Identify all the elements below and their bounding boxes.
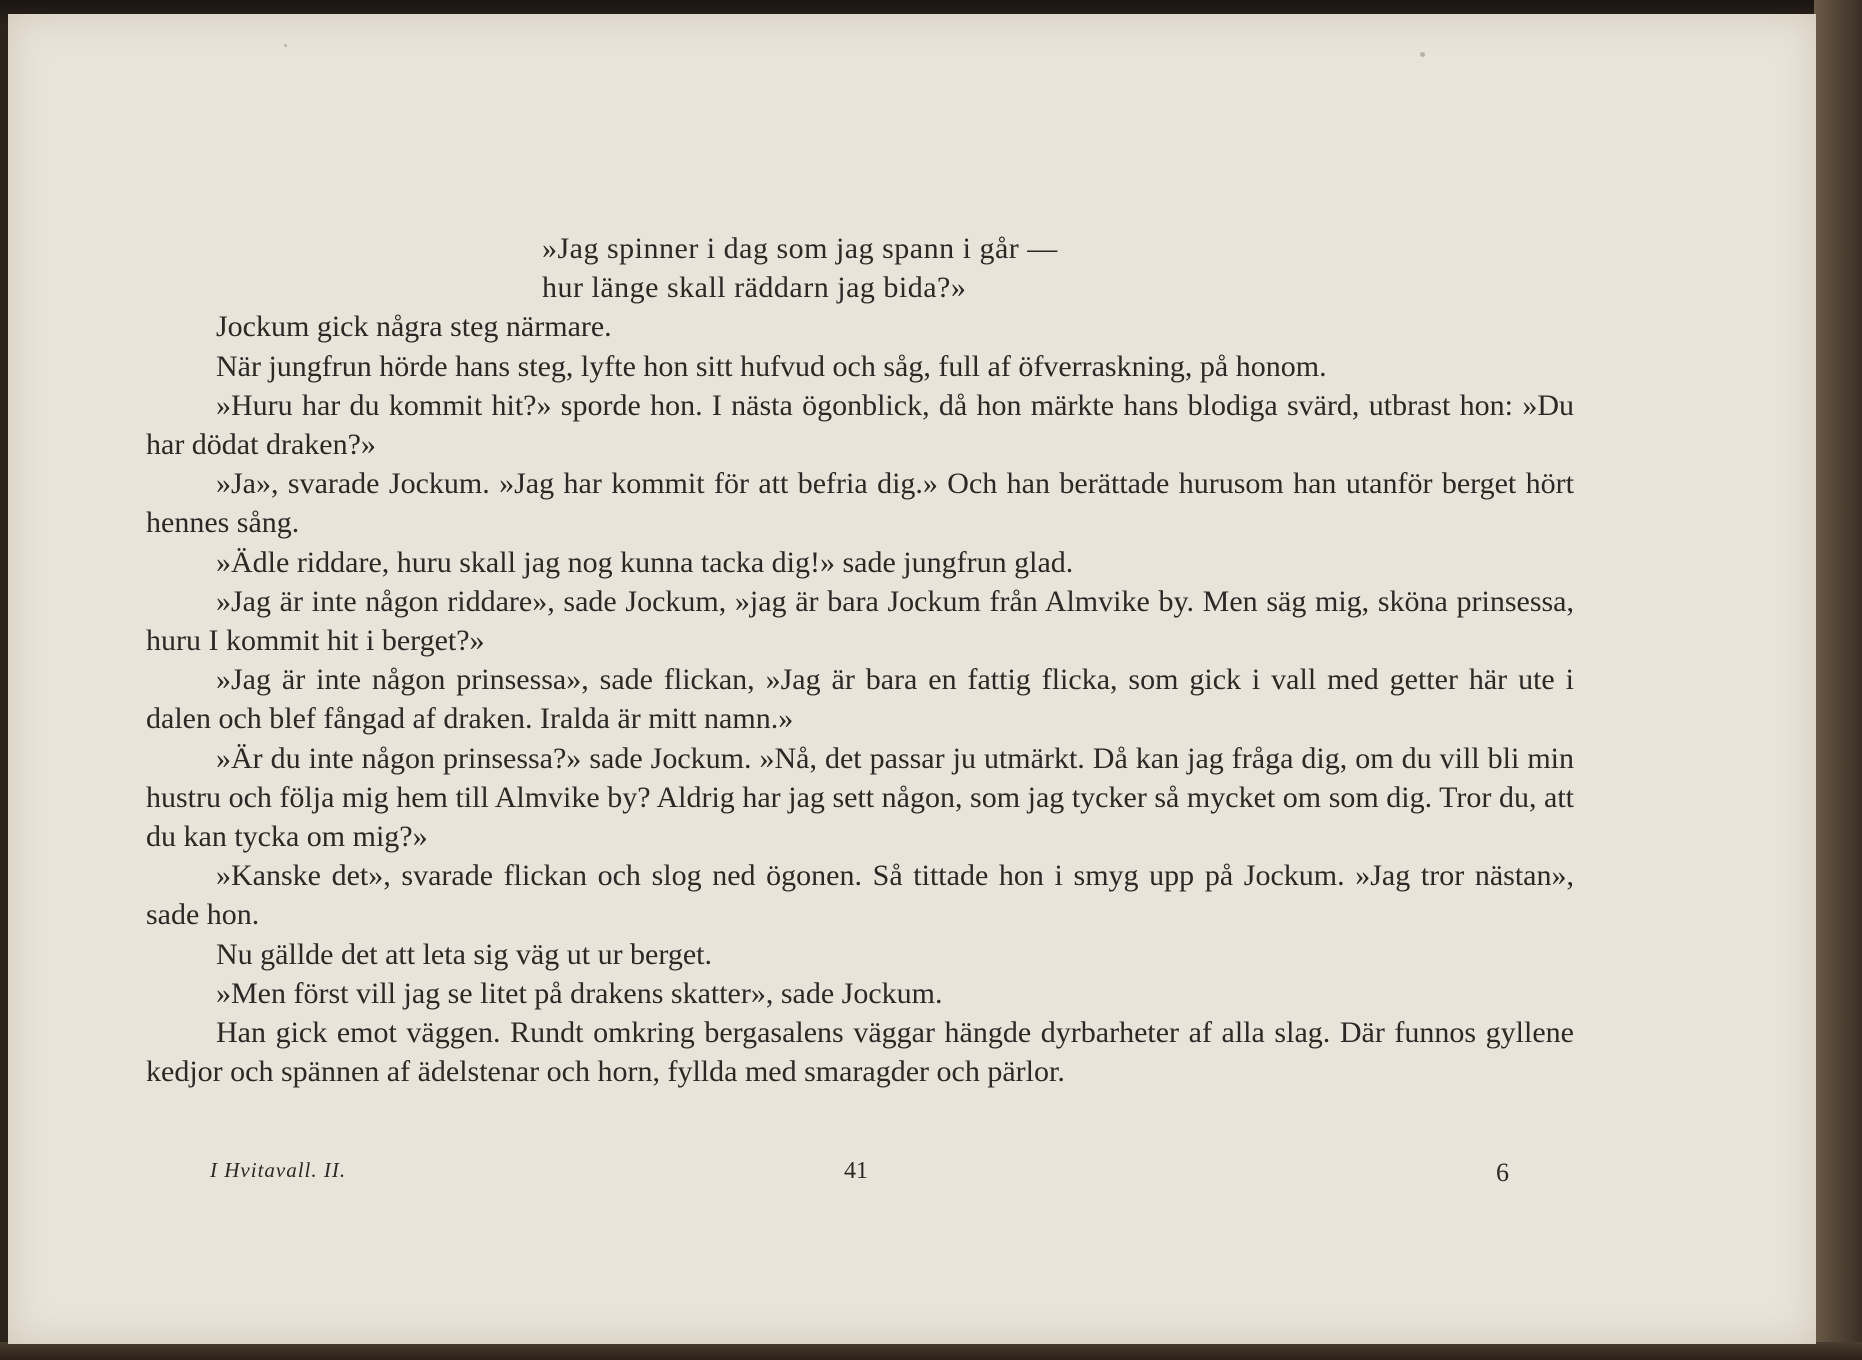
paragraph: »Ädle riddare, huru skall jag nog kunna tacka dig!» sade jungfrun glad. (216, 545, 1074, 579)
verse (542, 229, 1574, 307)
footer-signature: I Hvitavall. II. (210, 1158, 347, 1182)
verse-line: »Jag spinner i dag som jag spann i går — (542, 232, 1058, 265)
paragraph: »Men först vill jag se litet på drakens skatter», sade Jockum. (216, 976, 943, 1010)
paragraph: »Ja», svarade Jockum. »Jag har kommit för att befria dig.» Och han berättade hurusom han utanför berget hört hennes sång. (146, 467, 1574, 540)
paragraph: »Huru har du kommit hit?» sporde hon. I nästa ögonblick, då hon märkte hans blodiga svärd, utbrast hon: »Du har dödat draken?» (146, 388, 1574, 462)
page-edge-bottom (0, 1342, 1862, 1360)
verse-line: hur länge skall räddarn jag bida?» (542, 271, 967, 305)
paragraph: Han gick emot väggen. Rundt omkring bergasalens väggar hängde dyrbarheter af alla slag. Där funnos gyllene kedjor och spännen af ädelstenar och horn, fyllda med smaragder och pärlor. (146, 1016, 1574, 1089)
paper-speck (284, 44, 287, 47)
page-text (146, 229, 1574, 1091)
paragraph: »Kanske det», svarade flickan och slog ned ögonen. Så tittade hon i smyg upp på Jockum. »Jag tror nästan», sade hon. (146, 859, 1574, 932)
paragraph: »Jag är inte någon prinsessa», sade flickan, »Jag är bara en fattig flicka, som gick i vall med getter här ute i dalen och blef fångad af draken. Iralda är mitt namn.» (146, 663, 1574, 736)
page-number: 41 (844, 1158, 868, 1184)
paragraph: »Är du inte någon prinsessa?» sade Jockum. »Nå, det passar ju utmärkt. Då kan jag fråga dig, om du vill bli min hustru och följa mig hem till Almvike by? Aldrig har jag sett någon, som jag tycker så mycket om som dig. Tror du, att du kan tycka om mig?» (146, 741, 1574, 854)
paragraph: När jungfrun hörde hans steg, lyfte hon sitt hufvud och såg, full af öfverraskning, på honom. (216, 349, 1327, 383)
paragraph: Nu gällde det att leta sig väg ut ur berget. (216, 937, 712, 971)
sheet-number: 6 (1496, 1158, 1509, 1187)
paragraph: »Jag är inte någon riddare», sade Jockum, »jag är bara Jockum från Almvike by. Men säg mig, sköna prinsessa, huru I kommit hit i berget?» (146, 584, 1574, 658)
page-edge-right (1814, 0, 1862, 1360)
paragraph: Jockum gick några steg närmare. (216, 310, 612, 344)
paper-speck (1420, 52, 1425, 57)
